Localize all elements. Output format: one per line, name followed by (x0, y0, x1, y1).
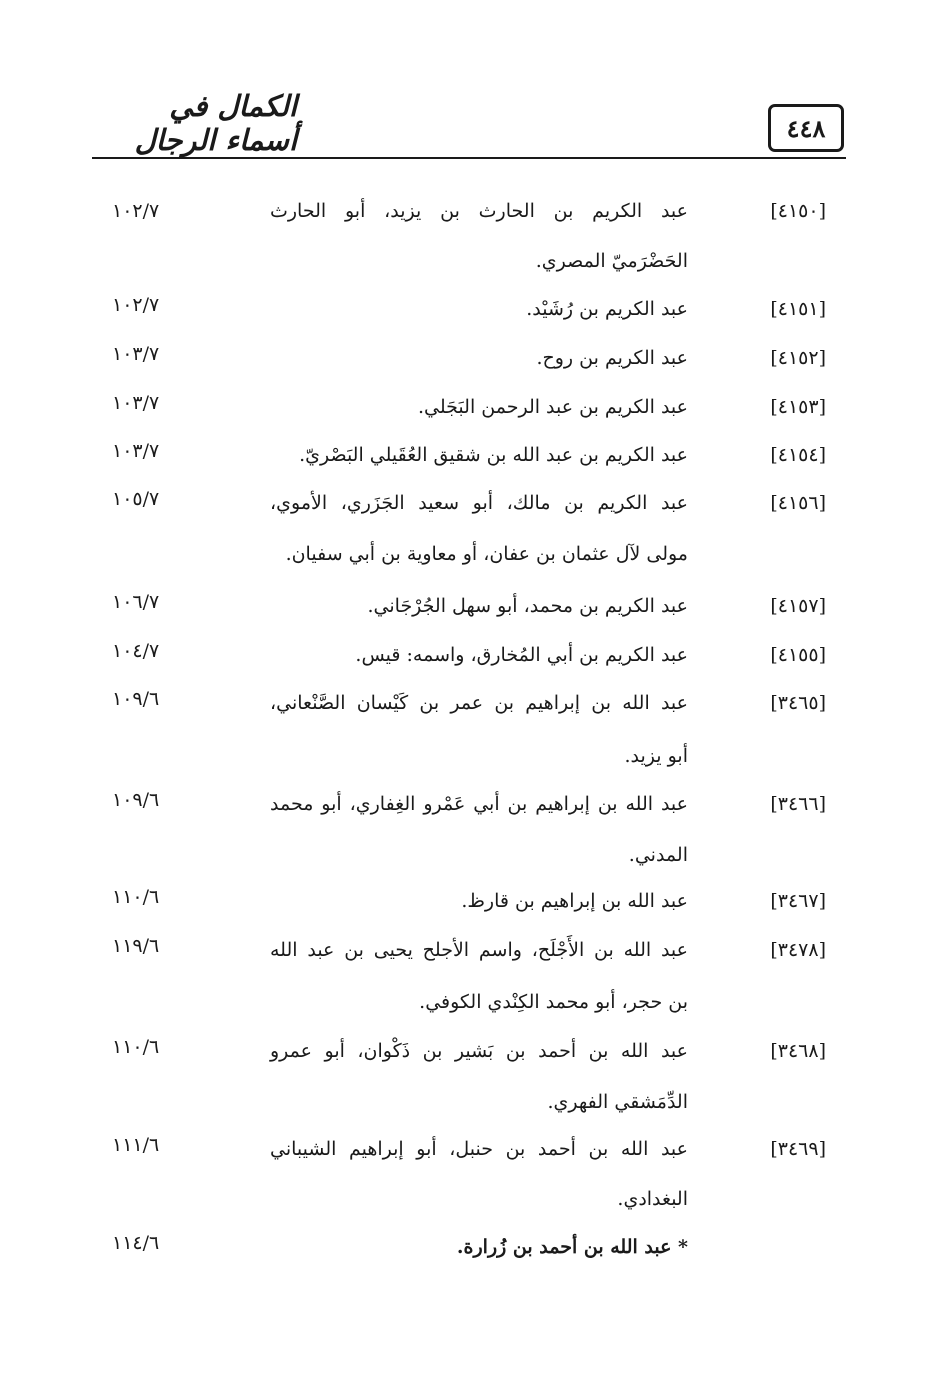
page-number-box (768, 104, 844, 152)
entry-text-line: مولى لآل عثمان بن عفان، أو معاوية بن أبي سفيان. (285, 543, 688, 565)
entry-text-line: عبد الله بن أحمد بن بَشير بن ذَكْوان، أبو عمرو (270, 1040, 688, 1062)
entry-id: [٤١٥١] (770, 298, 826, 320)
entry-text-line: عبد الكريم بن عبد الله بن شقيق العُقَيلي البَصْريّ. (299, 444, 688, 466)
entry-reference: ١٠٢/٧ (112, 294, 160, 316)
entry-text-line: الدِّمَشقي الفهري. (547, 1091, 688, 1113)
entry-text-line: عبد الكريم بن مالك، أبو سعيد الجَزَري، الأموي، (270, 492, 688, 514)
book-title: الكمال في أسماء الرجال (134, 89, 297, 157)
entry-id: [٤١٥٣] (770, 396, 826, 418)
entry-text-line: الحَضْرَميّ المصري. (535, 250, 688, 272)
entry-reference: ١١٩/٦ (112, 935, 160, 957)
entry-text-line: بن حجر، أبو محمد الكِنْدي الكوفي. (419, 991, 688, 1013)
entry-id: [٤١٥٧] (770, 595, 826, 617)
entry-id: [٣٤٦٦] (770, 793, 826, 815)
entry-text-line: أبو يزيد. (624, 745, 688, 767)
entry-reference: ١١٠/٦ (112, 1036, 160, 1058)
entry-id: [٤١٥٠] (770, 200, 826, 222)
entry-reference: ١٠٩/٦ (112, 789, 160, 811)
entry-reference: ١٠٢/٧ (112, 200, 160, 222)
entry-reference: ١٠٣/٧ (112, 392, 160, 414)
entry-reference: ١٠٤/٧ (112, 640, 160, 662)
entry-text-line: عبد الله بن إبراهيم بن أبي عَمْرو الغِفاري، أبو محمد (270, 793, 688, 815)
entry-text-line: عبد الله بن أحمد بن حنبل، أبو إبراهيم الشيباني (270, 1138, 688, 1160)
entry-reference: ١٠٥/٧ (112, 488, 160, 510)
entry-id: [٤١٥٦] (770, 492, 826, 514)
entry-text-line: عبد الكريم بن أبي المُخارق، واسمه: قيس. (355, 644, 688, 666)
page-number: ٤٤٨ (786, 113, 826, 143)
entry-reference: ١٠٣/٧ (112, 343, 160, 365)
entry-text-line: * عبد الله بن أحمد بن زُرارة. (456, 1236, 688, 1258)
entry-reference: ١٠٣/٧ (112, 440, 160, 462)
entry-id: [٤١٥٥] (770, 644, 826, 666)
entry-text-line: عبد الله بن إبراهيم بن قارظ. (461, 890, 688, 912)
entry-id: [٣٤٧٨] (770, 939, 826, 961)
entry-id: [٤١٥٢] (770, 347, 826, 369)
entry-reference: ١١٤/٦ (112, 1232, 160, 1254)
entry-text-line: عبد الكريم بن الحارث بن يزيد، أبو الحارث (270, 200, 688, 222)
entry-id: [٣٤٦٥] (770, 692, 826, 714)
entry-reference: ١١١/٦ (112, 1134, 160, 1156)
entry-text-line: عبد الله بن الأَجْلَح، واسم الأجلح يحيى بن عبد الله (270, 939, 688, 961)
entry-id: [٣٤٦٩] (770, 1138, 826, 1160)
entry-reference: ١١٠/٦ (112, 886, 160, 908)
entry-text-line: عبد الكريم بن روح. (536, 347, 688, 369)
entry-text-line: عبد الكريم بن رُشَيْد. (526, 298, 688, 320)
entry-reference: ١٠٩/٦ (112, 688, 160, 710)
entry-id: [٤١٥٤] (770, 444, 826, 466)
entry-text-line: عبد الكريم بن عبد الرحمن البَجَلي. (418, 396, 688, 418)
entry-text-line: عبد الكريم بن محمد، أبو سهل الجُرْجَاني. (367, 595, 688, 617)
entry-text-line: البغدادي. (617, 1188, 688, 1210)
entry-text-line: المدني. (628, 844, 688, 866)
entry-id: [٣٤٦٧] (770, 890, 826, 912)
header-rule (92, 157, 846, 159)
entry-text-line: عبد الله بن إبراهيم بن عمر بن كَيْسان الصَّنْعاني، (270, 692, 688, 714)
entry-reference: ١٠٦/٧ (112, 591, 160, 613)
entry-id: [٣٤٦٨] (770, 1040, 826, 1062)
